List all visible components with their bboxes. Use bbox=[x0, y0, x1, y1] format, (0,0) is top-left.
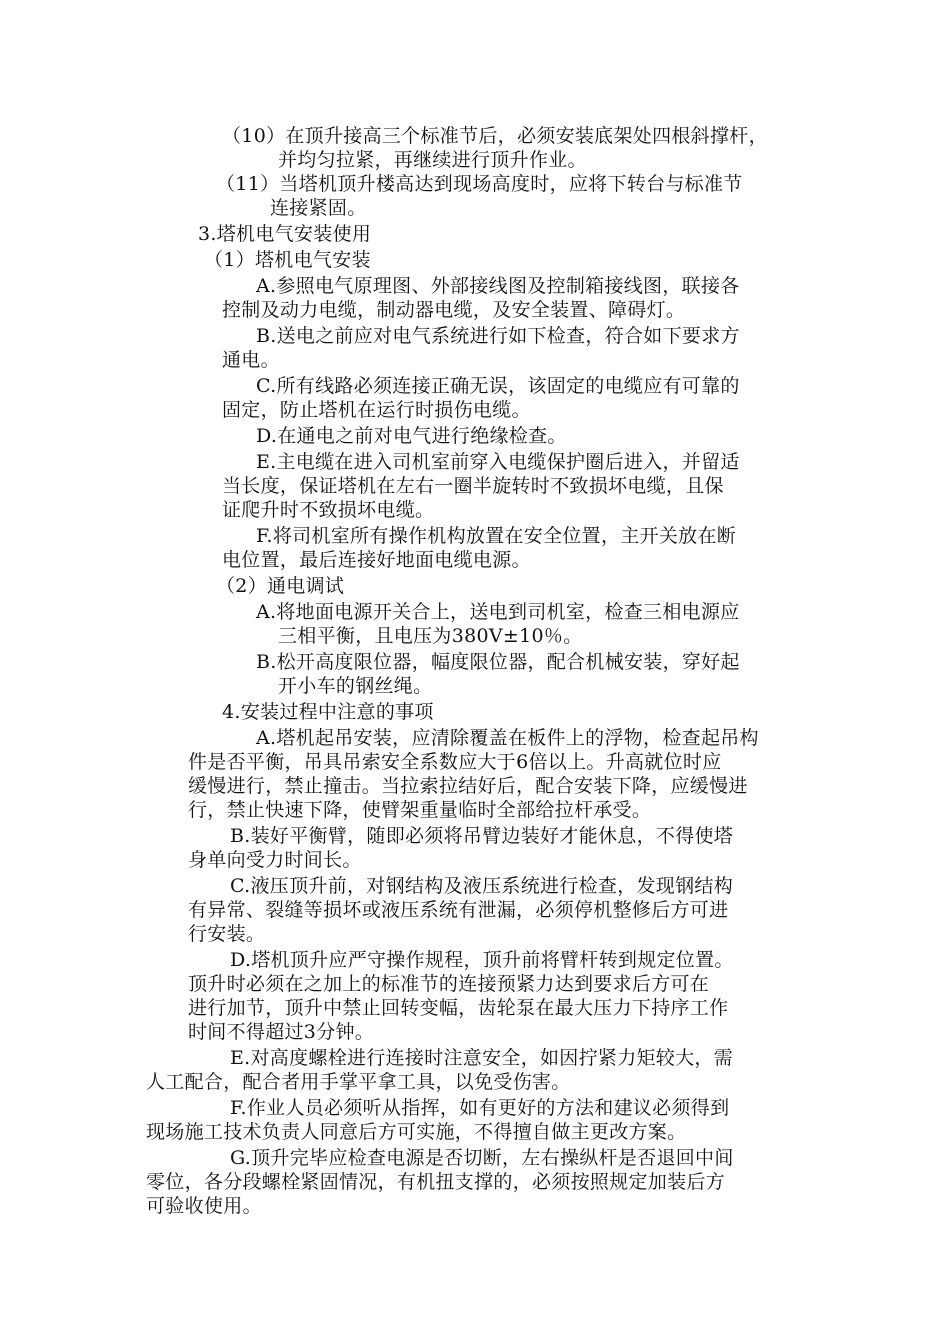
text-line: A.将地面电源开关合上，送电到司机室，检查三相电源应 bbox=[256, 601, 740, 623]
text-line: A.参照电气原理图、外部接线图及控制箱接线图，联接各 bbox=[256, 275, 740, 297]
text-line: 开小车的钢丝绳。 bbox=[278, 675, 433, 697]
text-line: 三相平衡，且电压为380V±10％。 bbox=[278, 625, 583, 647]
text-line: 零位，各分段螺栓紧固情况，有机扭支撑的，必须按照规定加装后方 bbox=[146, 1171, 726, 1193]
text-line: 身单向受力时间长。 bbox=[188, 849, 362, 871]
text-line: F.将司机室所有操作机构放置在安全位置，主开关放在断 bbox=[256, 525, 737, 547]
section-heading: 3.塔机电气安装使用 bbox=[198, 223, 372, 245]
text-line: 当长度，保证塔机在左右一圈半旋转时不致损坏电缆，且保 bbox=[222, 475, 724, 497]
text-line: 有异常、裂缝等损坏或液压系统有泄漏，必须停机整修后方可进 bbox=[188, 899, 729, 921]
text-line: 可验收使用。 bbox=[146, 1195, 262, 1217]
text-line: 顶升时必须在之加上的标准节的连接预紧力达到要求后方可在 bbox=[188, 973, 710, 995]
text-line: A.塔机起吊安装，应清除覆盖在板件上的浮物，检查起吊构 bbox=[256, 727, 759, 749]
subsection-heading: （2）通电调试 bbox=[216, 575, 345, 597]
text-line: 缓慢进行，禁止撞击。当拉索拉结好后，配合安装下降，应缓慢进 bbox=[188, 775, 748, 797]
text-line: C.所有线路必须连接正确无误，该固定的电缆应有可靠的 bbox=[256, 375, 740, 397]
text-line: 电位置，最后连接好地面电缆电源。 bbox=[222, 549, 531, 571]
subsection-heading: （1）塔机电气安装 bbox=[204, 249, 371, 271]
text-line: 行，禁止快速下降，使臂架重量临时全部给拉杆承受。 bbox=[188, 799, 652, 821]
text-line: 并均匀拉紧，再继续进行顶升作业。 bbox=[278, 149, 587, 171]
text-line: E.对高度螺栓进行连接时注意安全，如因拧紧力矩较大，需 bbox=[230, 1047, 734, 1069]
text-line: （10）在顶升接高三个标准节后，必须安装底架处四根斜撑杆， bbox=[222, 125, 768, 147]
section-heading: 4.安装过程中注意的事项 bbox=[222, 701, 434, 723]
text-line: D.塔机顶升应严守操作规程，顶升前将臂杆转到规定位置。 bbox=[230, 949, 734, 971]
text-line: 时间不得超过3分钟。 bbox=[188, 1021, 375, 1043]
text-line: 件是否平衡，吊具吊索安全系数应大于6倍以上。升高就位时应 bbox=[188, 751, 722, 773]
text-line: （11）当塔机顶升楼高达到现场高度时，应将下转台与标准节 bbox=[216, 173, 743, 195]
text-line: 通电。 bbox=[222, 349, 280, 371]
text-line: 连接紧固。 bbox=[270, 197, 367, 219]
text-line: F.作业人员必须听从指挥，如有更好的方法和建议必须得到 bbox=[230, 1097, 730, 1119]
text-line: E.主电缆在进入司机室前穿入电缆保护圈后进入，并留适 bbox=[256, 451, 740, 473]
text-line: G.顶升完毕应检查电源是否切断，左右操纵杆是否退回中间 bbox=[230, 1147, 734, 1169]
text-line: 控制及动力电缆，制动器电缆，及安全装置、障碍灯。 bbox=[222, 299, 686, 321]
text-line: 固定，防止塔机在运行时损伤电缆。 bbox=[222, 399, 531, 421]
text-line: 行安装。 bbox=[188, 923, 266, 945]
text-line: 证爬升时不致损坏电缆。 bbox=[222, 499, 435, 521]
text-line: B.送电之前应对电气系统进行如下检查，符合如下要求方 bbox=[256, 325, 740, 347]
text-line: D.在通电之前对电气进行绝缘检查。 bbox=[256, 425, 567, 447]
text-line: B.松开高度限位器，幅度限位器，配合机械安装，穿好起 bbox=[256, 651, 740, 673]
text-line: C.液压顶升前，对钢结构及液压系统进行检查，发现钢结构 bbox=[230, 875, 734, 897]
text-line: B.装好平衡臂，随即必须将吊臂边装好才能休息，不得使塔 bbox=[230, 825, 734, 847]
text-line: 进行加节，顶升中禁止回转变幅，齿轮泵在最大压力下持序工作 bbox=[188, 997, 729, 1019]
text-line: 现场施工技术负责人同意后方可实施，不得擅自做主更改方案。 bbox=[146, 1121, 687, 1143]
text-line: 人工配合，配合者用手掌平拿工具，以免受伤害。 bbox=[146, 1071, 571, 1093]
